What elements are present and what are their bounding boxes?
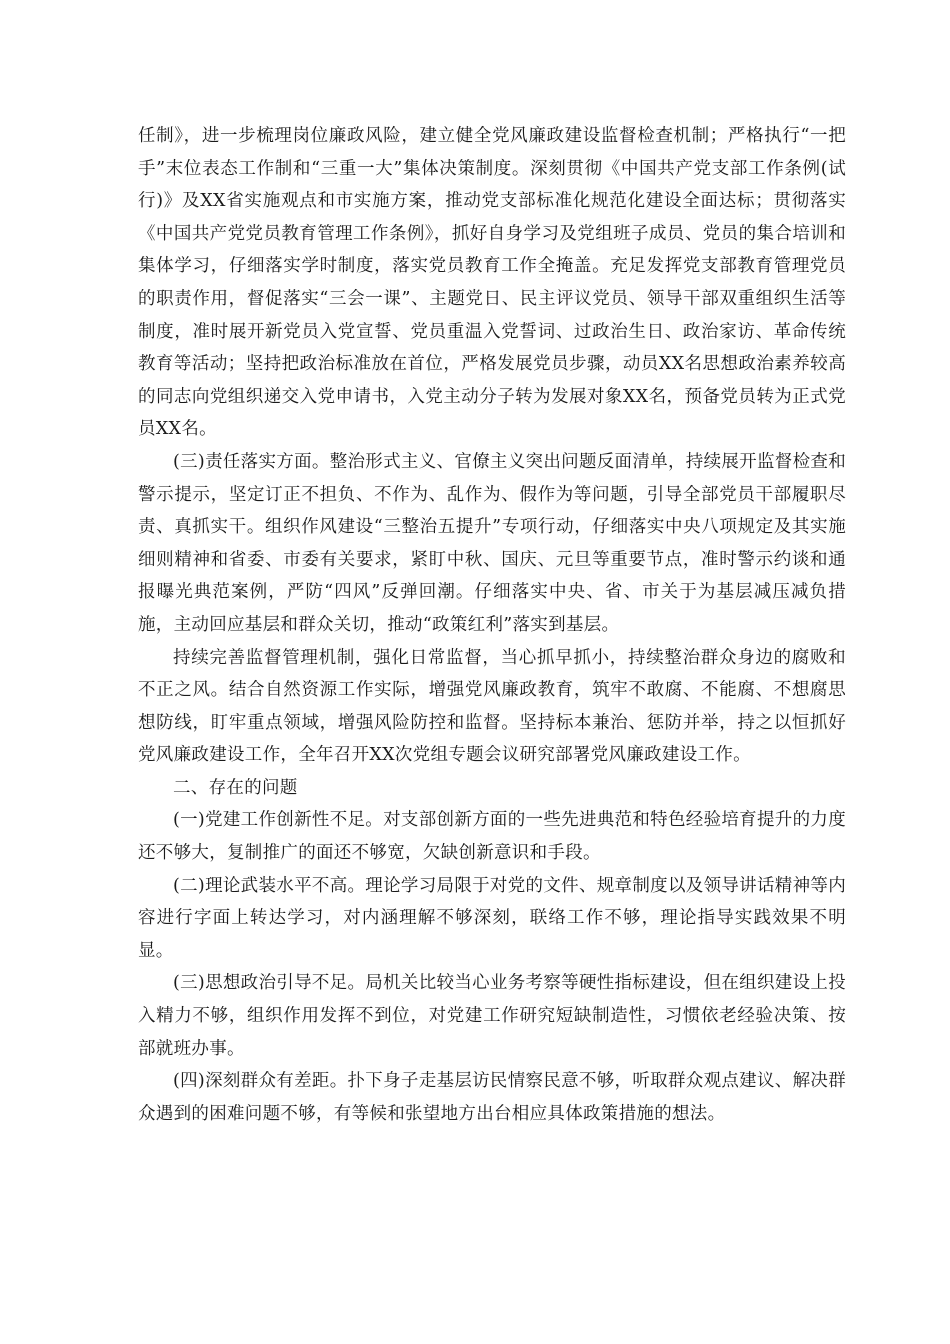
paragraph-1: 任制》，进一步梳理岗位廉政风险，建立健全党风廉政建设监督检查机制；严格执行“一把手”末位表态工作制和“三重一大”集体决策制度。深刻贯彻《中国共产党支部工作条例(试行)》及XX省实施观点和市实施方案，推动党支部标准化规范化建设全面达标；贯彻落实《中国共产党党员教育管理工作条例》，抓好自身学习及党组班子成员、党员的集合培训和集体学习，仔细落实学时制度，落实党员教育工作全掩盖。充足发挥党支部教育管理党员的职责作用，督促落实“三会一课”、主题党日、民主评议党员、领导干部双重组织生活等制度，准时展开新党员入党宣誓、党员重温入党誓词、过政治生日、政治家访、革命传统教育等活动；坚持把政治标准放在首位，严格发展党员步骤，动员XX名思想政治素养较高的同志向党组织递交入党申请书，入党主动分子转为发展对象XX名，预备党员转为正式党员XX名。: [138, 126, 846, 440]
document-page: [138, 120, 846, 1130]
paragraph-3: 持续完善监督管理机制，强化日常监督，当心抓早抓小，持续整治群众身边的腐败和不正之风。结合自然资源工作实际，增强党风廉政教育，筑牢不敢腐、不能腐、不想腐思想防线，盯牢重点领域，增强风险防控和监督。坚持标本兼治、惩防并举，持之以恒抓好党风廉政建设工作，全年召开XX次党组专题会议研究部署党风廉政建设工作。: [138, 647, 846, 766]
paragraph-8: (四)深刻群众有差距。扑下身子走基层访民情察民意不够，听取群众观点建议、解决群众遇到的困难问题不够，有等候和张望地方出台相应具体政策措施的想法。: [138, 1071, 846, 1124]
paragraph-2: (三)责任落实方面。整治形式主义、官僚主义突出问题反面清单，持续展开监督检查和警示提示，坚定订正不担负、不作为、乱作为、假作为等问题，引导全部党员干部履职尽责、真抓实干。组织作风建设“三整治五提升”专项行动，仔细落实中央八项规定及其实施细则精神和省委、市委有关要求，紧盯中秋、国庆、元旦等重要节点，准时警示约谈和通报曝光典范案例，严防“四风”反弹回潮。仔细落实中央、省、市关于为基层减压减负措施，主动回应基层和群众关切，推动“政策红利”落实到基层。: [138, 451, 846, 635]
section-heading: 二、存在的问题: [173, 777, 298, 798]
paragraph-6: (二)理论武装水平不高。理论学习局限于对党的文件、规章制度以及领导讲话精神等内容进行字面上转达学习，对内涵理解不够深刻，联络工作不够，理论指导实践效果不明显。: [138, 875, 846, 961]
paragraph-5: (一)党建工作创新性不足。对支部创新方面的一些先进典范和特色经验培育提升的力度还不够大，复制推广的面还不够宽，欠缺创新意识和手段。: [138, 810, 846, 864]
paragraph-7: (三)思想政治引导不足。局机关比较当心业务考察等硬性指标建设，但在组织建设上投入精力不够，组织作用发挥不到位，对党建工作研究短缺制造性，习惯依老经验决策、按部就班办事。: [138, 973, 846, 1059]
